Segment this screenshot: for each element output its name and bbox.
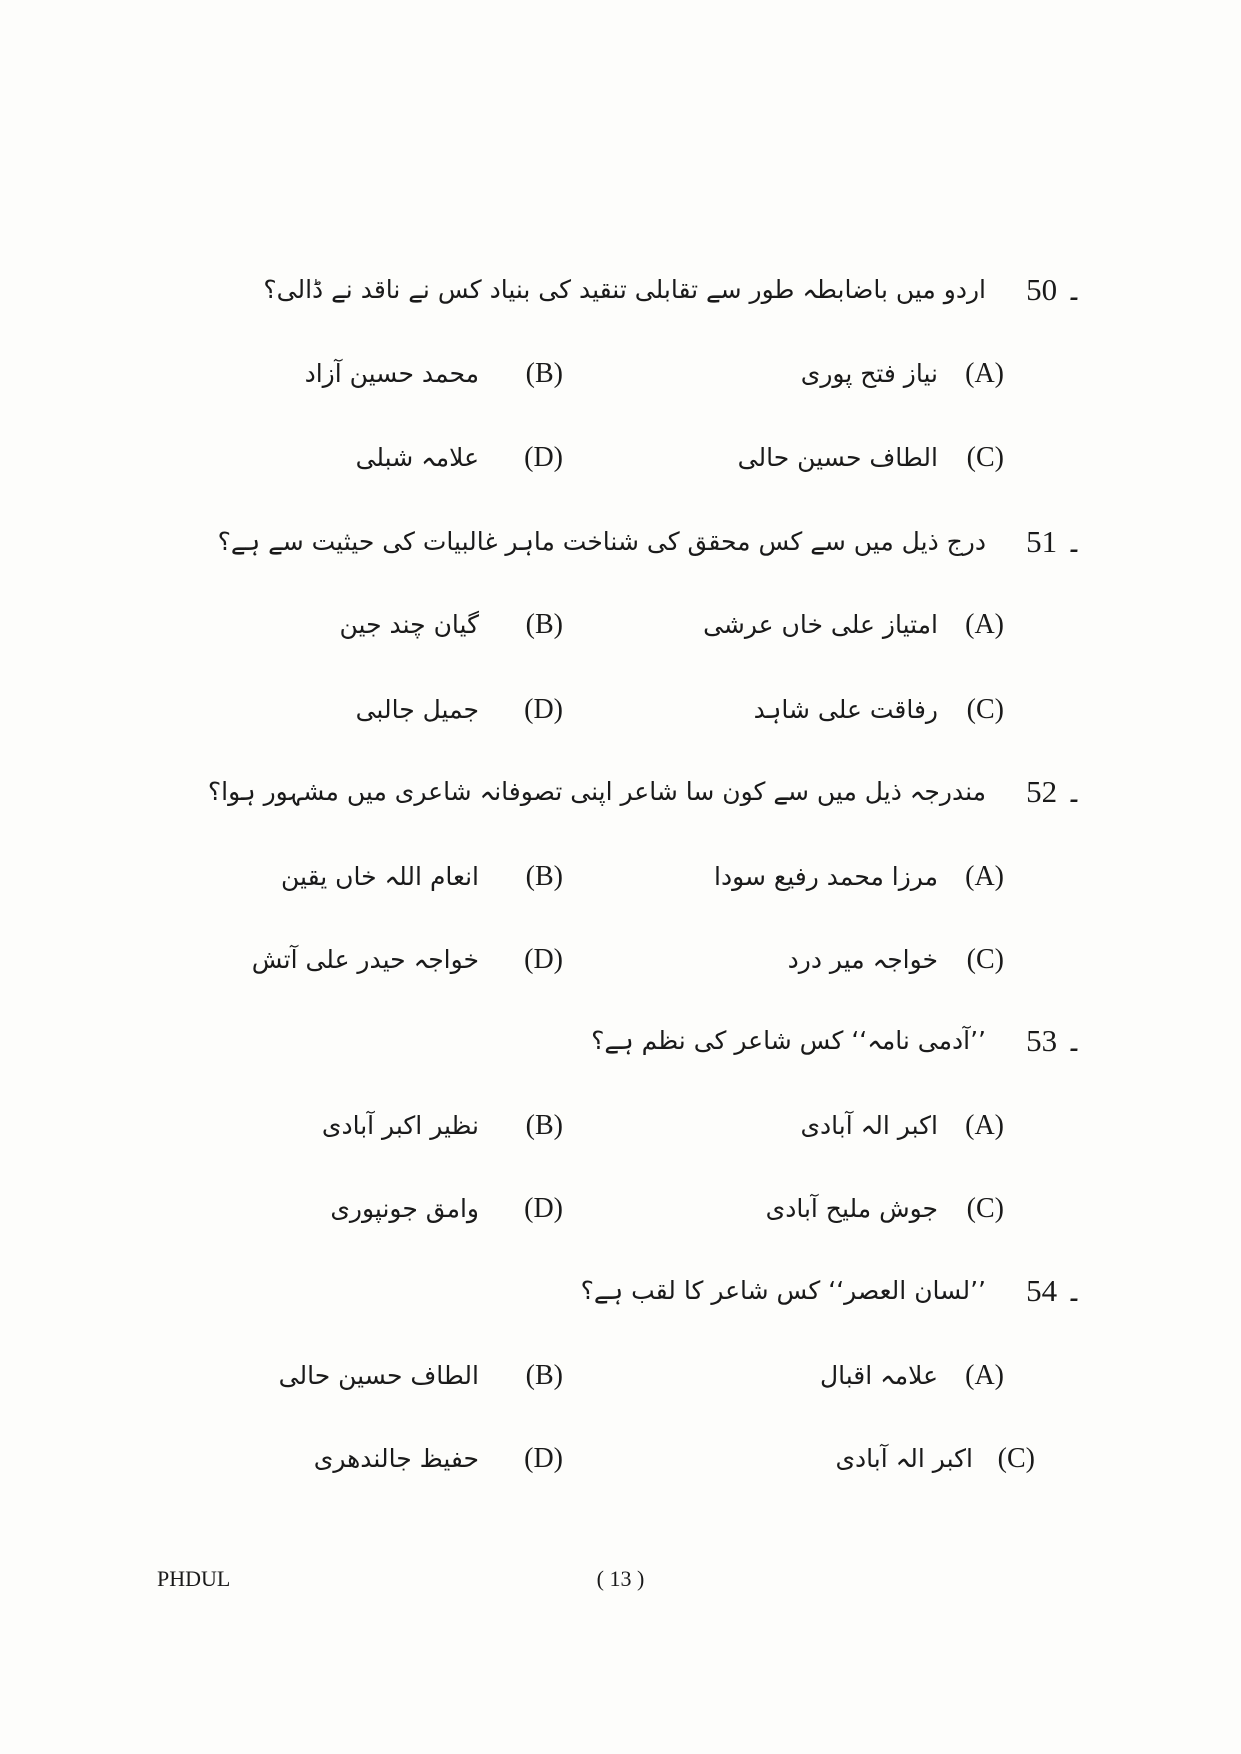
question-text: مندرجہ ذیل میں سے کون سا شاعر اپنی تصوفانہ شاعری میں مشہور ہوا؟: [207, 777, 986, 806]
option-d-letter: (D): [524, 1193, 563, 1224]
option-c-text: رفاقت علی شاہد: [753, 695, 938, 724]
question-text: ’’لسان العصر‘‘ کس شاعر کا لقب ہے؟: [580, 1276, 986, 1305]
option-b-letter: (B): [525, 861, 563, 892]
option-b-text: گیان چند جین: [339, 610, 479, 639]
option-c-letter: (C): [966, 944, 1004, 975]
option-d-letter: (D): [524, 944, 563, 975]
option-a-letter: (A): [965, 609, 1004, 640]
page-number: ( 13 ): [596, 1566, 645, 1591]
option-b-letter: (B): [525, 358, 563, 389]
option-d-text: خواجہ حیدر علی آتش: [251, 945, 479, 974]
option-c-letter: (C): [966, 694, 1004, 725]
option-d-text: وامق جونپوری: [330, 1194, 479, 1223]
option-b-text: نظیر اکبر آبادی: [321, 1111, 479, 1140]
option-c-text: جوش ملیح آبادی: [765, 1194, 938, 1223]
option-d-text: حفیظ جالندھری: [313, 1444, 479, 1473]
option-a-text: مرزا محمد رفیع سودا: [714, 862, 938, 891]
question-number: 54 ۔: [1026, 1273, 1083, 1308]
option-b-text: محمد حسین آزاد: [304, 359, 479, 388]
option-a-letter: (A): [965, 861, 1004, 892]
option-a-text: امتیاز علی خاں عرشی: [703, 610, 938, 639]
option-d-text: علامہ شبلی: [355, 443, 479, 472]
question-number: 52 ۔: [1026, 774, 1083, 809]
question-text: اردو میں باضابطہ طور سے تقابلی تنقید کی بنیاد کس نے ناقد نے ڈالی؟: [263, 275, 986, 304]
option-d-letter: (D): [524, 1443, 563, 1474]
option-a-text: اکبر الہ آبادی: [800, 1111, 938, 1140]
option-b-text: الطاف حسین حالی: [278, 1361, 479, 1390]
option-d-letter: (D): [524, 442, 563, 473]
option-c-text: اکبر الہ آبادی: [835, 1444, 973, 1473]
option-a-text: علامہ اقبال: [819, 1361, 938, 1390]
option-c-letter: (C): [966, 1193, 1004, 1224]
option-d-letter: (D): [524, 694, 563, 725]
question-number: 53 ۔: [1026, 1023, 1083, 1058]
option-c-letter: (C): [997, 1443, 1035, 1474]
option-a-letter: (A): [965, 1110, 1004, 1141]
option-b-letter: (B): [525, 609, 563, 640]
option-c-text: الطاف حسین حالی: [737, 443, 938, 472]
option-d-text: جمیل جالبی: [355, 695, 479, 724]
option-a-letter: (A): [965, 1360, 1004, 1391]
option-a-letter: (A): [965, 358, 1004, 389]
option-c-text: خواجہ میر درد: [787, 945, 938, 974]
option-a-text: نیاز فتح پوری: [800, 359, 938, 388]
question-number: 51 ۔: [1026, 524, 1083, 559]
option-b-letter: (B): [525, 1110, 563, 1141]
option-c-letter: (C): [966, 442, 1004, 473]
question-text: ’’آدمی نامہ‘‘ کس شاعر کی نظم ہے؟: [591, 1026, 986, 1055]
paper-code: PHDUL: [157, 1566, 231, 1591]
question-text: درج ذیل میں سے کس محقق کی شناخت ماہر غالبیات کی حیثیت سے ہے؟: [217, 527, 986, 556]
option-b-text: انعام اللہ خاں یقین: [281, 862, 479, 891]
option-b-letter: (B): [525, 1360, 563, 1391]
question-number: 50 ۔: [1026, 272, 1083, 307]
